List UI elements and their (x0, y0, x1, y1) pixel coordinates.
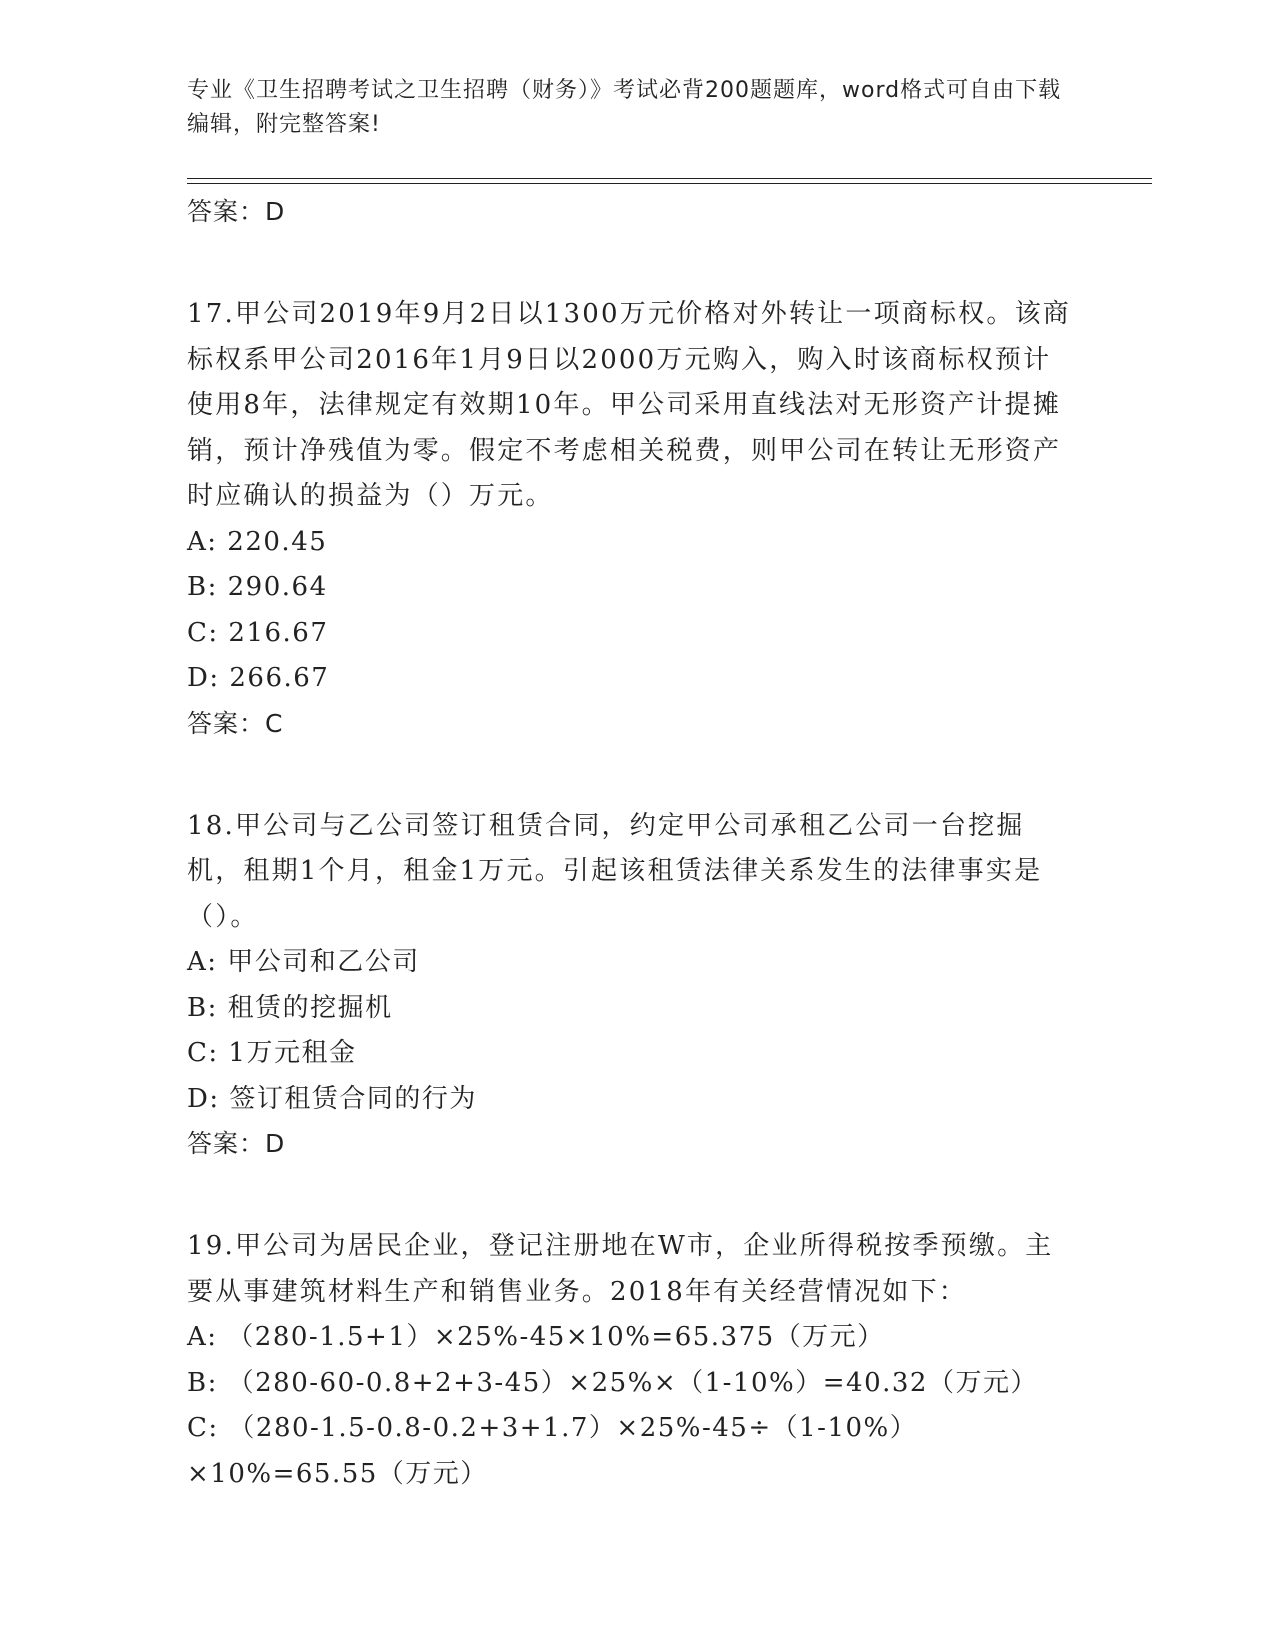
answer-line: 答案：D (187, 197, 286, 226)
option-b: B: 租赁的挖掘机 (187, 992, 393, 1023)
answer-line: 答案：D (187, 1129, 286, 1158)
option-a: A: （280-1.5+1）×25%-45×10%=65.375（万元） (187, 1322, 885, 1352)
question-text: 17.甲公司2019年9月2日以1300万元价格对外转让一项商标权。该商标权系甲公司2016年1月9日以2000万元购入，购入时该商标权预计使用8年，法律规定有效期10年。甲公司采用直线法对无形资产计提摊销，预计净残值为零。假定不考虑相关税费，则甲公司在转让无形资产时应确认的损益为（）万元。 (187, 299, 1071, 511)
option-c: C: （280-1.5-0.8-0.2+3+1.7）×25%-45÷（1-10%）×10%=65.55（万元） (187, 1413, 918, 1489)
header-divider (187, 178, 1152, 179)
header-divider (187, 183, 1152, 184)
document-body (187, 190, 1077, 1497)
option-d: D: 266.67 (187, 663, 330, 693)
question-17 (187, 292, 1077, 746)
question-text: 19.甲公司为居民企业，登记注册地在W市，企业所得税按季预缴。主要从事建筑材料生产和销售业务。2018年有关经营情况如下： (187, 1231, 1054, 1307)
option-d: D: 签订租赁合同的行为 (187, 1083, 477, 1114)
question-text: 18.甲公司与乙公司签订租赁合同，约定甲公司承租乙公司一台挖掘机，租期1个月，租金1万元。引起该租赁法律关系发生的法律事实是（）。 (187, 810, 1043, 932)
question-18 (187, 804, 1077, 1167)
option-a: A: 220.45 (187, 526, 328, 557)
document-header: 专业《卫生招聘考试之卫生招聘（财务）》考试必背200题题库，word格式可自由下载编辑，附完整答案! (187, 78, 1062, 137)
option-c: C: 216.67 (187, 617, 329, 648)
option-c: C: 1万元租金 (187, 1038, 357, 1068)
option-a: A: 甲公司和乙公司 (187, 947, 420, 977)
question-19 (187, 1224, 1077, 1497)
option-b: B: （280-60-0.8+2+3-45）×25%×（1-10%）=40.32（万元） (187, 1367, 1038, 1398)
answer-line: 答案：C (187, 708, 284, 738)
option-b: B: 290.64 (187, 572, 328, 602)
